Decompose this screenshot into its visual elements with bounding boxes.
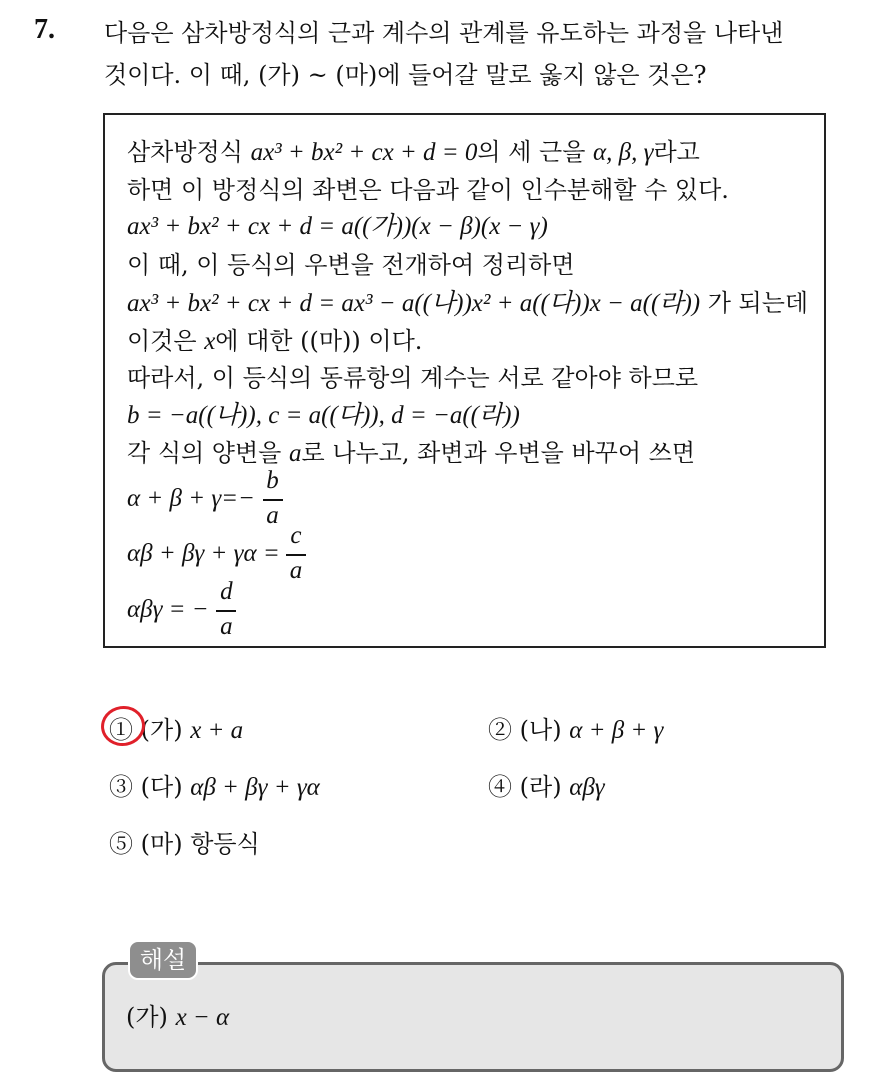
box-line-1: 삼차방정식 ax³ + bx² + cx + d = 0의 세 근을 α, β, γ라고 (127, 138, 700, 166)
factored-form: ax³ + bx² + cx + d = a((가))(x − β)(x − γ) (127, 213, 548, 240)
expanded-form: ax³ + bx² + cx + d = ax³ − a((나))x² + a((다))x − a((라)) (127, 290, 701, 317)
vieta-pair-sum: αβ + βγ + γα = $\frac{c}{a}$ (127, 536, 306, 576)
box-line-9: 각 식의 양변을 a로 나누고, 좌변과 우변을 바꾸어 쓰면 (127, 439, 696, 467)
cubic-equation: ax³ + bx² + cx + d = 0 (250, 139, 478, 166)
vieta-product-denominator: a (220, 613, 233, 640)
box-line-4: 이 때, 이 등식의 우변을 전개하여 정리하면 (127, 251, 575, 279)
solution-content: (가) x − α (126, 1003, 230, 1031)
vieta-product: αβγ = − $\frac{d}{a}$ (127, 592, 236, 632)
box-line-5: ax³ + bx² + cx + d = ax³ − a((나))x² + a((다))x − a((라)) 가 되는데 (127, 289, 809, 317)
question-line-1: 다음은 삼차방정식의 근과 계수의 관계를 유도하는 과정을 나타낸 (104, 19, 784, 47)
vieta-sum: α + β + γ=− $\frac{b}{a}$ (127, 481, 283, 521)
vieta-product-numerator: d (220, 578, 233, 605)
box-line-6: 이것은 x에 대한 ((마)) 이다. (127, 327, 423, 355)
box-line-7: 따라서, 이 등식의 동류항의 계수는 서로 같아야 하므로 (127, 364, 699, 392)
solution-tag: 해설 (128, 940, 198, 980)
choice-1[interactable]: ① (가) x + a (109, 716, 244, 744)
choice-5[interactable]: ⑤ (마) 항등식 (109, 830, 260, 858)
choice-2[interactable]: ② (나) α + β + γ (488, 716, 664, 744)
question-line-2: 것이다. 이 때, (가) ~ (마)에 들어갈 말로 옳지 않은 것은? (104, 61, 707, 89)
box-line-2: 하면 이 방정식의 좌변은 다음과 같이 인수분해할 수 있다. (127, 176, 729, 204)
vieta-pair-numerator: c (290, 522, 302, 549)
coefficient-relations: b = −a((나)), c = a((다)), d = −a((라)) (127, 402, 520, 429)
question-text (104, 12, 874, 96)
roots: α, β, γ (593, 139, 654, 166)
derivation-box (103, 113, 826, 648)
vieta-sum-denominator: a (266, 502, 279, 529)
question-number: 7. (34, 14, 55, 45)
vieta-sum-numerator: b (266, 467, 279, 494)
vieta-pair-denominator: a (289, 557, 303, 584)
choice-3[interactable]: ③ (다) αβ + βγ + γα (109, 773, 320, 801)
choice-4[interactable]: ④ (라) αβγ (488, 773, 605, 801)
